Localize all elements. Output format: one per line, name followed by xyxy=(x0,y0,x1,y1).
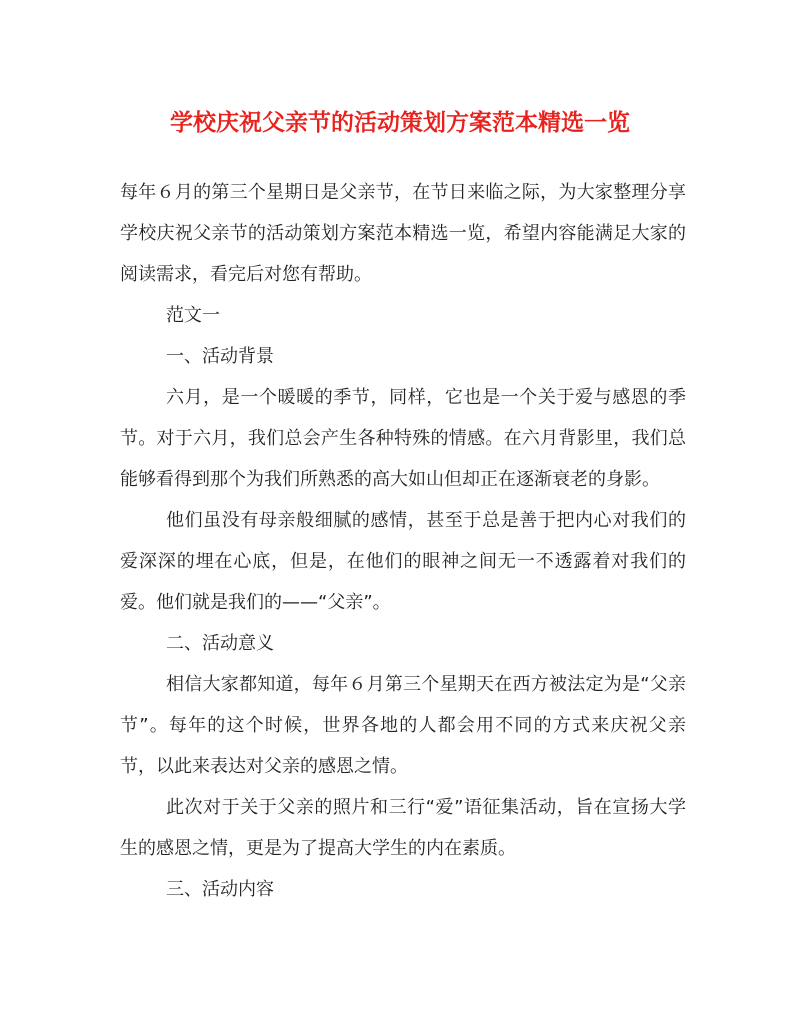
background-paragraph-1: 六月，是一个暖暖的季节，同样，它也是一个关于爱与感恩的季节。对于六月，我们总会产生各种特殊的情感。在六月背影里，我们总能够看得到那个为我们所熟悉的高大如山但却正在逐渐衰老的身影。 xyxy=(120,387,686,490)
section-heading-background: 一、活动背景 xyxy=(166,346,274,367)
background-paragraph-2: 他们虽没有母亲般细腻的感情，甚至于总是善于把内心对我们的爱深深的埋在心底，但是，在他们的眼神之间无一不透露着对我们的爱。他们就是我们的——“父亲”。 xyxy=(120,510,686,613)
intro-paragraph: 每年６月的第三个星期日是父亲节，在节日来临之际，为大家整理分享学校庆祝父亲节的活动策划方案范本精选一览，希望内容能满足大家的阅读需求，看完后对您有帮助。 xyxy=(120,182,686,285)
section-heading-significance: 二、活动意义 xyxy=(166,633,274,654)
document-title: 学校庆祝父亲节的活动策划方案范本精选一览 xyxy=(170,109,630,136)
sample-label: 范文一 xyxy=(166,305,220,326)
document-body xyxy=(120,172,686,910)
significance-paragraph-1: 相信大家都知道，每年６月第三个星期天在西方被法定为是“父亲节”。每年的这个时候，世界各地的人都会用不同的方式来庆祝父亲节，以此来表达对父亲的感恩之情。 xyxy=(120,674,686,777)
significance-paragraph-2: 此次对于关于父亲的照片和三行“爱”语征集活动，旨在宣扬大学生的感恩之情，更是为了提高大学生的内在素质。 xyxy=(120,797,686,859)
section-heading-content: 三、活动内容 xyxy=(166,879,274,900)
